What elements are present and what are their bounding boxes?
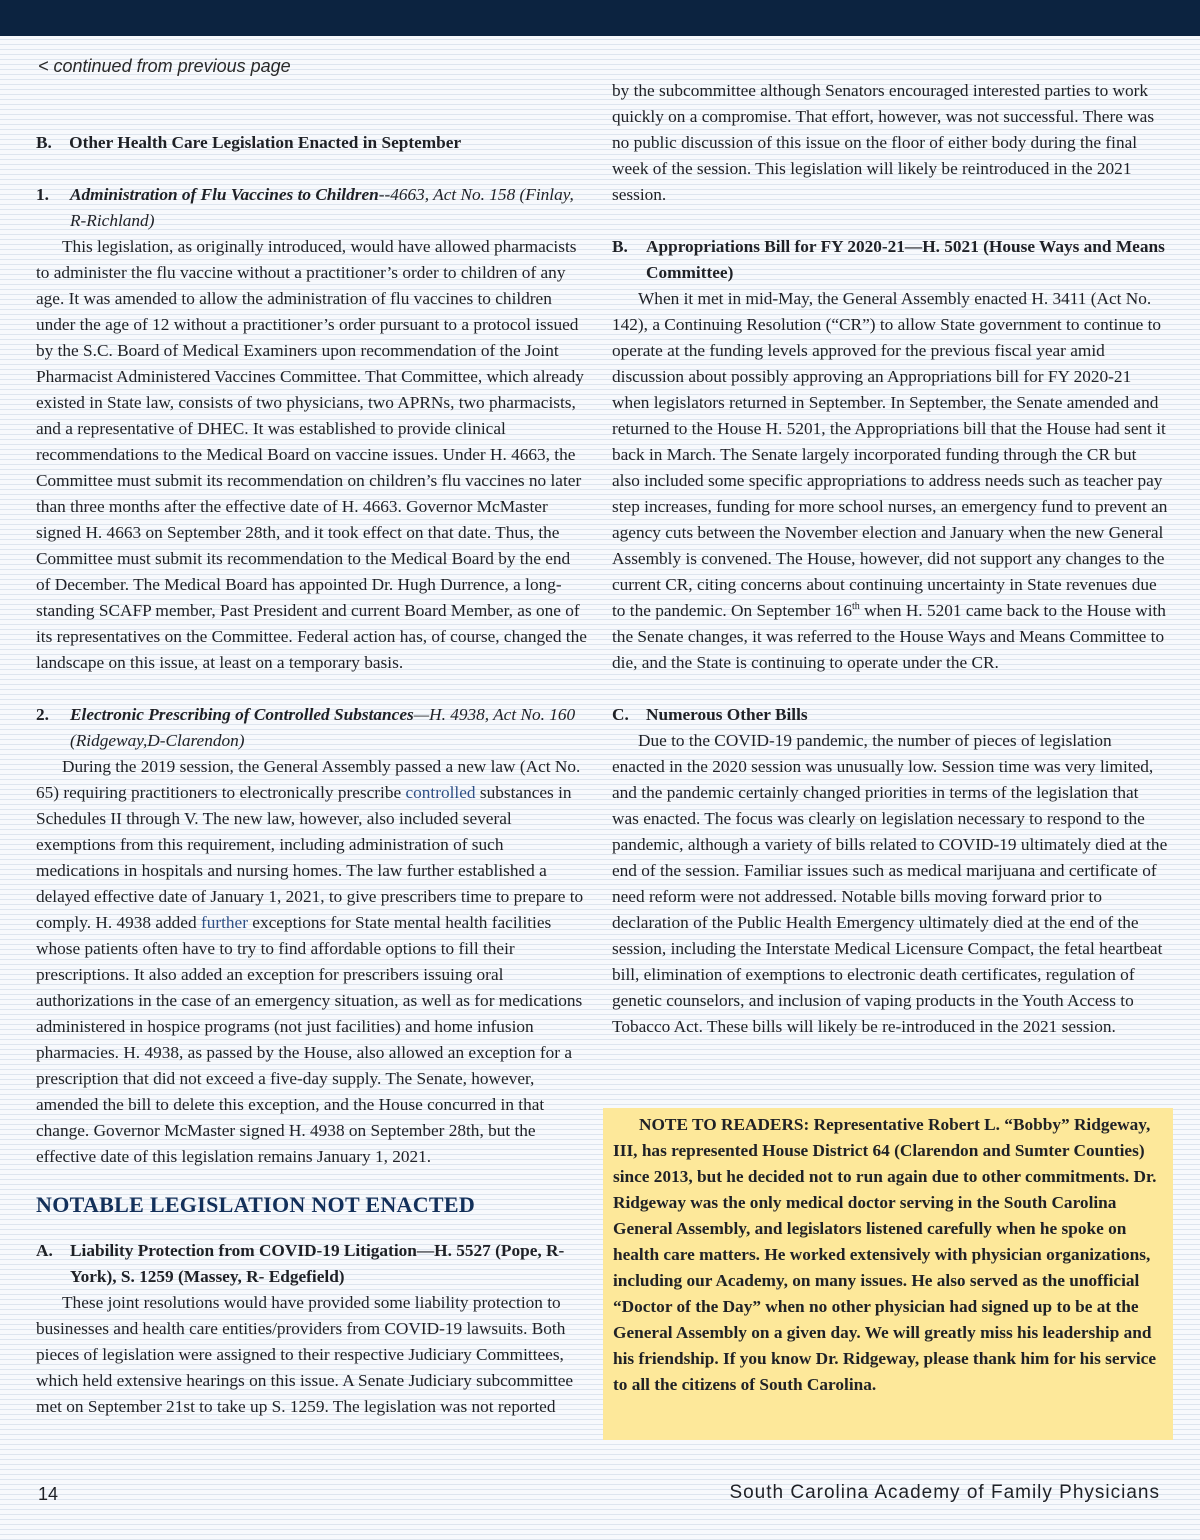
item-2-heading	[36, 702, 588, 754]
item-1-number: 1.	[36, 185, 49, 204]
footer-organization: South Carolina Academy of Family Physicians	[729, 1482, 1160, 1503]
continued-text: by the subcommittee although Senators encouraged interested parties to work quickly on a compromise. That effort, however, was not successful. There was no public discussion of this issue on the floor of either body during the final week of the session. This legislation will likely be reintroduced in the 2021 session.	[612, 81, 1155, 204]
top-banner	[0, 0, 1200, 36]
page-number: 14	[38, 1484, 59, 1504]
section-title-not-enacted: NOTABLE LEGISLATION NOT ENACTED	[36, 1192, 476, 1217]
item-b-body: When it met in mid-May, the General Assembly enacted H. 3411 (Act No. 142), a Continuing Resolution (“CR”) to allow State government to continue to operate at the funding levels approved for the previous fiscal year amid discussion about possibly approving an Appropriations bill for FY 2020-21 when legislators returned in September. In September, the Senate amended and returned to the House H. 5201, the Appropriations bill that the House had sent it back in March. The Senate largely incorporated funding through the CR but also included some specific appropriations to address needs such as teacher pay step increases, funding for more school nurses, an emergency fund to prevent an agency cuts between the November election and January when the new General Assembly is convened. The House, however, did not support any changes to the current CR, citing concerns about continuing uncertainty in State revenues due to the pandemic. On September 16th when H. 5201 came back to the House with the Senate changes, it was referred to the House Ways and Means Committee to die, and the State is continuing to operate under the CR.	[612, 289, 1168, 672]
item-c-letter: C.	[612, 705, 629, 724]
item-1-body: This legislation, as originally introduced, would have allowed pharmacists to administer the flu vaccine without a practitioner’s order to children of any age. It was amended to allow the administration of flu vaccines to children under the age of 12 without a practitioner’s order pursuant to a protocol issued by the S.C. Board of Medical Examiners upon recommendation of the Joint Pharmacist Administered Vaccines Committee. That Committee, which already existed in State law, consists of two physicians, two APRNs, two pharmacists, and a representative of DHEC. It was established to provide clinical recommendations to the Medical Board on vaccine issues. Under H. 4663, the Committee must submit its recommendation on children’s flu vaccines no later than three months after the effective date of H. 4663. Governor McMaster signed H. 4663 on September 28th, and it took effect on that date. Thus, the Committee must submit its recommendation to the Medical Board by the end of December. The Medical Board has appointed Dr. Hugh Durrence, a long-standing SCAFP member, Past President and current Board Member, as one of its representatives on the Committee. Federal action has, of course, changed the landscape on this issue, at least on a temporary basis.	[36, 237, 587, 672]
item-b-title: Appropriations Bill for FY 2020-21—H. 5021 (House Ways and Means Committee)	[646, 237, 1165, 282]
section-b-heading: B. Other Health Care Legislation Enacted in September	[36, 133, 462, 152]
item-b-letter: B.	[612, 237, 628, 256]
continued-note: < continued from previous page	[38, 56, 291, 76]
item-c-heading	[612, 702, 1168, 728]
item-a-heading	[36, 1238, 588, 1290]
item-b-heading	[612, 234, 1168, 286]
item-c-body: Due to the COVID-19 pandemic, the number of pieces of legislation enacted in the 2020 session was unusually low. Session time was very limited, and the pandemic certainly changed priorities in terms of the legislation that was enacted. The focus was clearly on legislation necessary to respond to the pandemic, although a variety of bills related to COVID-19 ultimately died at the end of the session. Familiar issues such as medical marijuana and certificate of need reform were not addressed. Notable bills moving forward prior to declaration of the Public Health Emergency ultimately died at the end of the session, including the Interstate Medical Licensure Compact, the fetal heartbeat bill, elimination of exemptions to electronic death certificates, regulation of genetic counselors, and inclusion of vaping products in the Youth Access to Tobacco Act. These bills will likely be re-introduced in the 2021 session.	[612, 731, 1168, 1036]
note-text: NOTE TO READERS: Representative Robert L. “Bobby” Ridgeway, III, has represented House District 64 (Clarendon and Sumter Counties) since 2013, but he decided not to run again due to other commitments. Dr. Ridgeway was the only medical doctor serving in the South Carolina General Assembly, and legislators listened carefully when he spoke on health care matters. He worked extensively with physician organizations, including our Academy, on many issues. He also served as the unofficial “Doctor of the Day” when no other physician had signed up to be at the General Assembly on a given day. We will greatly miss his leadership and his friendship. If you know Dr. Ridgeway, please thank him for his service to all the citizens of South Carolina.	[613, 1115, 1157, 1394]
right-column	[612, 78, 1168, 1040]
note-to-readers-box	[603, 1108, 1173, 1440]
item-2-body: During the 2019 session, the General Assembly passed a new law (Act No. 65) requiring practitioners to electronically prescribe controlled substances in Schedules II through V. The new law, however, also included several exemptions from this requirement, including administration of such medications in hospitals and nursing homes. The law further established a delayed effective date of January 1, 2021, to give prescribers time to prepare to comply. H. 4938 added further exceptions for State mental health facilities whose patients often have to try to find affordable options to fill their prescriptions. It also added an exception for prescribers issuing oral authorizations in the case of an emergency situation, as well as for medications administered in hospice programs (not just facilities) and home infusion pharmacies. H. 4938, as passed by the House, also allowed an exception for a prescription that did not exceed a five-day supply. The Senate, however, amended the bill to delete this exception, and the House concurred in that change. Governor McMaster signed H. 4938 on September 28th, but the effective date of this legislation remains January 1, 2021.	[36, 757, 584, 1166]
item-1-heading	[36, 182, 588, 234]
item-2-citation: —H. 4938, Act No. 160 (Ridgeway,D-Clarendon)	[70, 705, 576, 750]
item-1-title: Administration of Flu Vaccines to Children	[70, 185, 379, 204]
item-2-number: 2.	[36, 705, 49, 724]
item-a-body: These joint resolutions would have provided some liability protection to businesses and health care entities/providers from COVID-19 lawsuits. Both pieces of legislation were assigned to their respective Judiciary Committees, which held extensive hearings on this issue. A Senate Judiciary subcommittee met on September 21st to take up S. 1259. The legislation was not reported	[36, 1293, 574, 1416]
item-2-title: Electronic Prescribing of Controlled Substances	[70, 705, 414, 724]
further-link[interactable]: further	[200, 913, 248, 932]
item-a-title: Liability Protection from COVID-19 Litigation—H. 5527 (Pope, R-York), S. 1259 (Massey, R- Edgefield)	[70, 1241, 565, 1286]
controlled-link[interactable]: controlled	[405, 783, 476, 802]
item-c-title: Numerous Other Bills	[646, 705, 808, 724]
left-column	[36, 130, 588, 1420]
item-1-citation: --4663, Act No. 158 (Finlay, R-Richland)	[70, 185, 574, 230]
item-a-letter: A.	[36, 1241, 53, 1260]
